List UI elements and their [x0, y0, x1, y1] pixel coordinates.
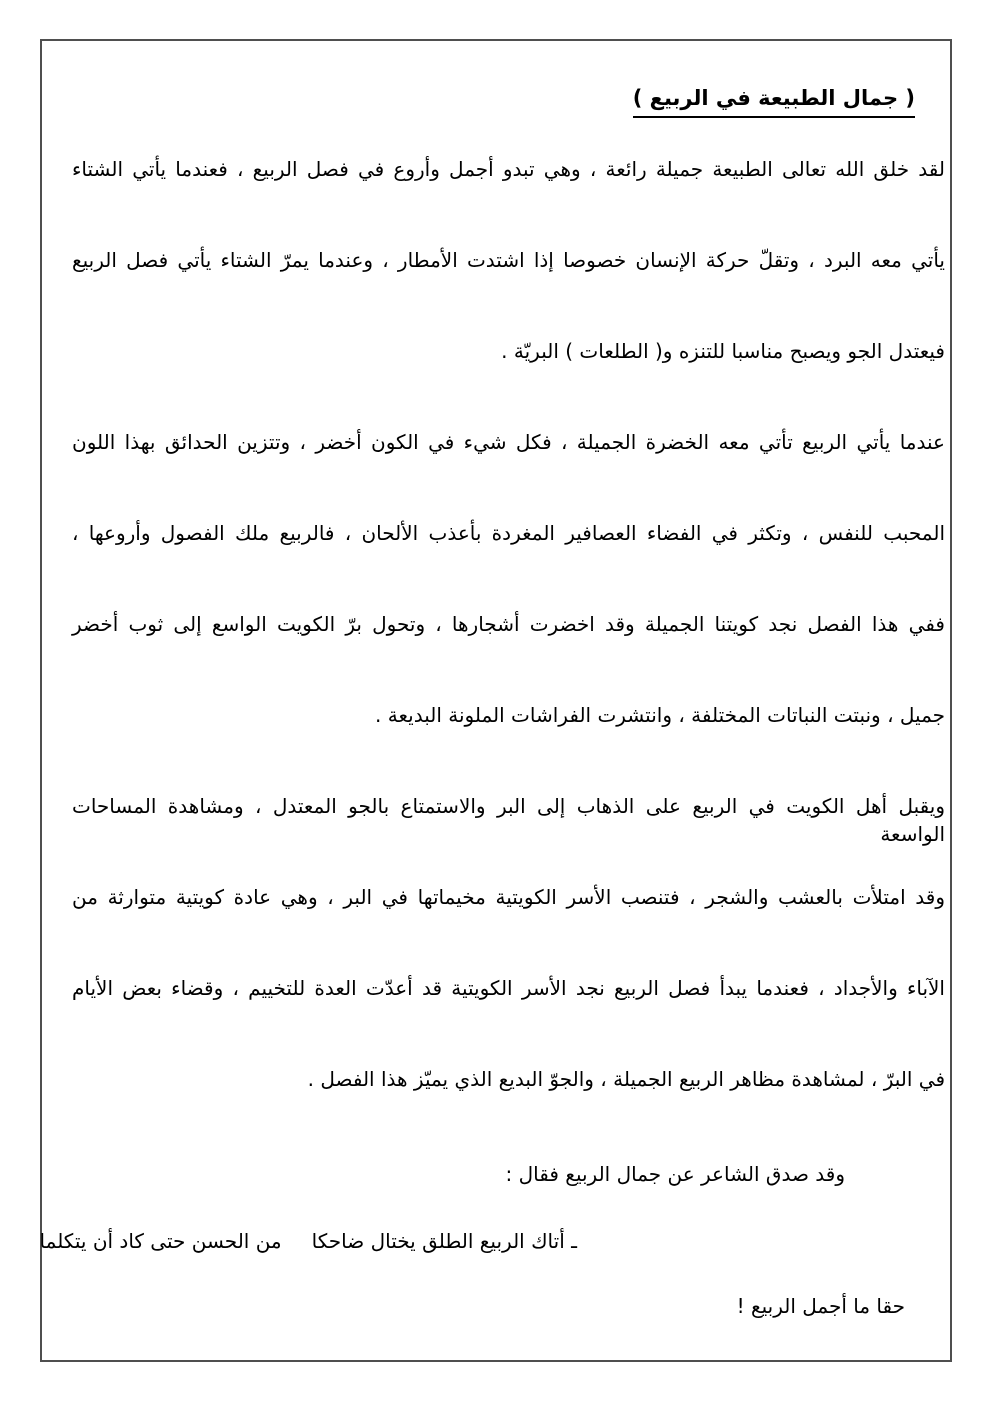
document-title-row: [72, 83, 945, 117]
poet-intro-line: وقد صدق الشاعر عن جمال الربيع فقال :: [505, 1162, 845, 1186]
paragraph-line: ففي هذا الفصل نجد كويتنا الجميلة وقد اخضرت أشجارها ، وتحول برّ الكويت الواسع إلى ثوب أخضر: [72, 612, 945, 636]
document-title: ( جمال الطبيعة في الربيع ): [633, 83, 915, 118]
paragraph-line: فيعتدل الجو ويصبح مناسبا للتنزه و( الطلعات ) البريّة .: [501, 339, 945, 363]
paragraph-line: جميل ، ونبتت النباتات المختلفة ، وانتشرت الفراشات الملونة البديعة .: [375, 703, 945, 727]
verse-second-hemistich: من الحسن حتى كاد أن يتكلما: [39, 1229, 282, 1253]
verse-line: [39, 1227, 945, 1255]
closing-line: حقا ما أجمل الربيع !: [736, 1294, 905, 1318]
paragraph-line: يأتي معه البرد ، وتقلّ حركة الإنسان خصوصا إذا اشتدت الأمطار ، وعندما يمرّ الشتاء يأتي فصل الربيع: [72, 248, 945, 272]
paragraph-line: وقد امتلأت بالعشب والشجر ، فتنصب الأسر الكويتية مخيماتها في البر ، وهي عادة كويتية متوارثة من: [72, 885, 945, 909]
verse-first-hemistich: ـ أتاك الربيع الطلق يختال ضاحكا: [311, 1229, 577, 1253]
paragraph-line: في البرّ ، لمشاهدة مظاهر الربيع الجميلة ، والجوّ البديع الذي يميّز هذا الفصل .: [307, 1067, 945, 1091]
paragraph-line: المحبب للنفس ، وتكثر في الفضاء العصافير المغردة بأعذب الألحان ، فالربيع ملك الفصول وأروعها ،: [72, 521, 945, 545]
paragraph-line: عندما يأتي الربيع تأتي معه الخضرة الجميلة ، فكل شيء في الكون أخضر ، وتتزين الحدائق بهذا اللون: [72, 430, 945, 454]
paragraph-line: ويقبل أهل الكويت في الربيع على الذهاب إلى البر والاستمتاع بالجو المعتدل ، ومشاهدة المساحات الواسعة: [72, 794, 945, 846]
paragraph-line: لقد خلق الله تعالى الطبيعة جميلة رائعة ، وهي تبدو أجمل وأروع في فصل الربيع ، فعندما يأتي الشتاء: [72, 157, 945, 181]
paragraph-line: الآباء والأجداد ، فعندما يبدأ فصل الربيع نجد الأسر الكويتية قد أعدّت العدة للتخييم ، وقضاء بعض الأيام: [72, 976, 945, 1000]
page-border: [40, 39, 952, 1362]
